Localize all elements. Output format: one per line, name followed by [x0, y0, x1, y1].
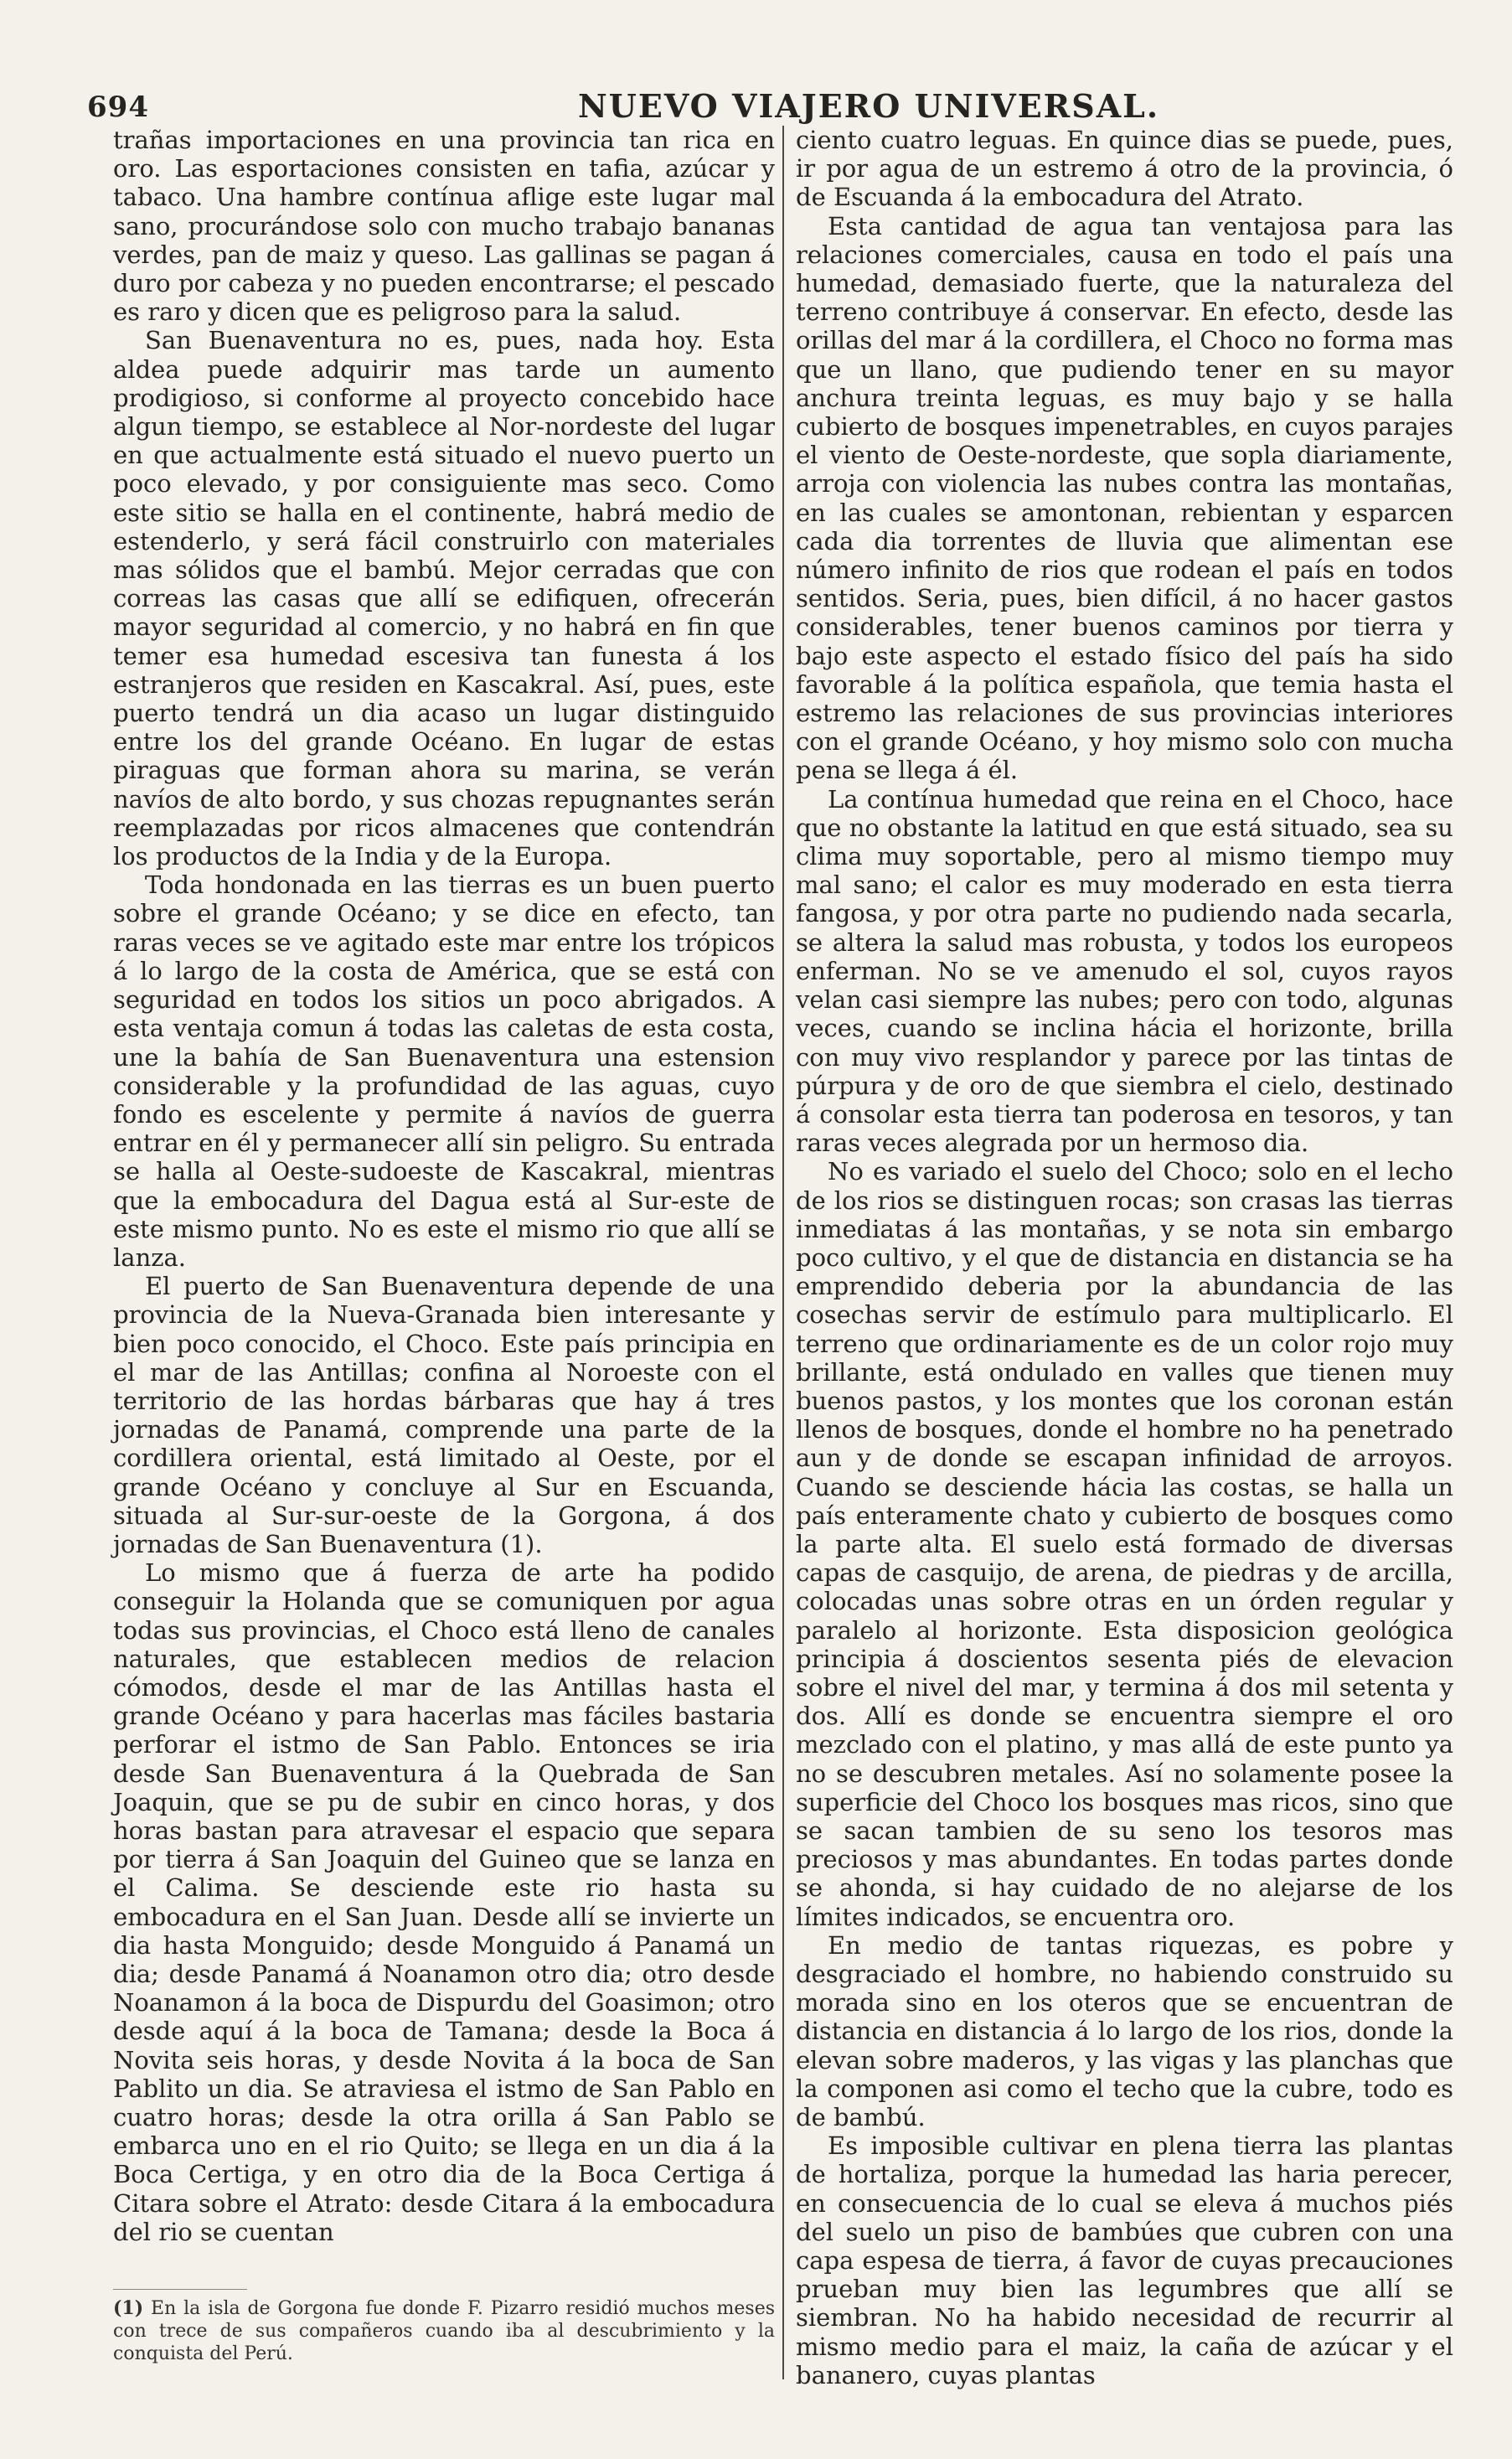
page-header — [0, 80, 1512, 131]
running-title: NUEVO VIAJERO UNIVERSAL. — [578, 87, 1160, 125]
paragraph: San Buenaventura no es, pues, nada hoy. Esta aldea puede adquirir mas tarde un aumento prodigioso, si conforme al proyecto concebido hace algun tiempo, se establece al Nor-nordeste del lugar en que actualmente está situado el nuevo puerto un poco elevado, y por consiguiente mas seco. Como este sitio se halla en el continente, habrá medio de estenderlo, y será fácil construirlo con materiales mas sólidos que el bambú. Mejor cerradas que con correas las casas que allí se edifiquen, ofrecerán mayor seguridad al comercio, y no habrá en fin que temer esa humedad escesiva tan funesta á los estranjeros que residen en Kascakral. Así, pues, este puerto tendrá un dia acaso un lugar distinguido entre los del grande Océano. En lugar de estas piraguas que forman ahora su marina, se verán navíos de alto bordo, y sus chozas repugnantes serán reemplazadas por ricos almacenes que contendrán los productos de la India y de la Europa. — [113, 326, 775, 871]
page-number: 694 — [87, 90, 149, 124]
footnote-marker: (1) — [113, 2297, 144, 2319]
column-divider — [782, 126, 784, 2379]
paragraph: Esta cantidad de agua tan ventajosa para las relaciones comerciales, causa en todo el país una humedad, demasiado fuerte, que la naturaleza del terreno contribuye á conservar. En efecto, desde las orillas del mar á la cordillera, el Choco no forma mas que un llano, que pudiendo tener en su mayor anchura treinta leguas, es muy bajo y se halla cubierto de bosques impenetrables, en cuyos parajes el viento de Oeste-nordeste, que sopla diariamente, arroja con violencia las nubes contra las montañas, en las cuales se amontonan, rebientan y esparcen cada dia torrentes de lluvia que alimentan ese número infinito de rios que rodean el país en todos sentidos. Seria, pues, bien difícil, á no hacer gastos considerables, tener buenos caminos por tierra y bajo este aspecto el estado físico del país ha sido favorable á la política española, que temia hasta el estremo las relaciones de sus provincias interiores con el grande Océano, y hoy mismo solo con mucha pena se llega á él. — [796, 211, 1453, 785]
paragraph: No es variado el suelo del Choco; solo en el lecho de los rios se distinguen rocas; son crasas las tierras inmediatas á las montañas, y se nota sin embargo poco cultivo, y el que de distancia en distancia se ha emprendido deberia por la abundancia de las cosechas servir de estímulo para multiplicarlo. El terreno que ordinariamente es de un color rojo muy brillante, está ondulado en valles que tienen muy buenos pastos, y los montes que los coronan están llenos de bosques, donde el hombre no ha penetrado aun y de donde se escapan infinidad de arroyos. Cuando se desciende hácia las costas, se halla un país enteramente chato y cubierto de bosques como la parte alta. El suelo está formado de diversas capas de casquijo, de arena, de piedras y de arcilla, colocadas unas sobre otras en un órden regular y paralelo al horizonte. Esta disposicion geológica principia á doscientos sesenta piés de elevacion sobre el nivel del mar, y termina á dos mil setenta y dos. Allí es donde se encuentra siempre el oro mezclado con el platino, y mas allá de este punto ya no se descubren metales. Así no solamente posee la superficie del Choco los bosques mas ricos, sino que se sacan tambien de su seno los tesoros mas preciosos y mas abundantes. En todas partes donde se ahonda, si hay cuidado de no alejarse de los límites indicados, se encuentra oro. — [796, 1157, 1453, 1931]
footnote-rule — [113, 2289, 247, 2290]
footnote-text: En la isla de Gorgona fue donde F. Pizarro residió muchos meses con trece de sus compañeros cuando iba al descubrimiento y la conquista del Perú. — [113, 2298, 775, 2364]
left-column — [113, 126, 775, 2246]
paragraph: Toda hondonada en las tierras es un buen puerto sobre el grande Océano; y se dice en efecto, tan raras veces se ve agitado este mar entre los trópicos á lo largo de la costa de América, que se está con seguridad en todos los sitios un poco abrigados. A esta ventaja comun á todas las caletas de esta costa, une la bahía de San Buenaventura una estension considerable y la profundidad de las aguas, cuyo fondo es escelente y permite á navíos de guerra entrar en él y permanecer allí sin peligro. Su entrada se halla al Oeste-sudoeste de Kascakral, mientras que la embocadura del Dagua está al Sur-este de este mismo punto. No es este el mismo rio que allí se lanza. — [113, 870, 775, 1272]
paragraph: trañas importaciones en una provincia tan rica en oro. Las esportaciones consisten en tafia, azúcar y tabaco. Una hambre contínua aflige este lugar mal sano, procurándose solo con mucho trabajo bananas verdes, pan de maiz y queso. Las gallinas se pagan á duro por cabeza y no pueden encontrarse; el pescado es raro y dicen que es peligroso para la salud. — [113, 126, 775, 327]
right-column — [796, 126, 1453, 2389]
paragraph: Lo mismo que á fuerza de arte ha podido conseguir la Holanda que se comuniquen por agua todas sus provincias, el Choco está lleno de canales naturales, que establecen medios de relacion cómodos, desde el mar de las Antillas hasta el grande Océano y para hacerlas mas fáciles bastaria perforar el istmo de San Pablo. Entonces se iria desde San Buenaventura á la Quebrada de San Joaquin, que se pu de subir en cinco horas, y dos horas bastan para atravesar el espacio que separa por tierra á San Joaquin del Guineo que se lanza en el Calima. Se desciende este rio hasta su embocadura en el San Juan. Desde allí se invierte un dia hasta Monguido; desde Monguido á Panamá un dia; desde Panamá á Noanamon otro dia; otro desde Noanamon á la boca de Dispurdu del Goasimon; otro desde aquí á la boca de Tamana; desde la Boca á Novita seis horas, y desde Novita á la boca de San Pablito un dia. Se atraviesa el istmo de San Pablo en cuatro horas; desde la otra orilla á San Pablo se embarca uno en el rio Quito; se llega en un dia á la Boca Certiga, y en otro dia de la Boca Certiga á Citara sobre el Atrato: desde Citara á la embocadura del rio se cuentan — [113, 1558, 775, 2246]
paragraph: ciento cuatro leguas. En quince dias se puede, pues, ir por agua de un estremo á otro de la provincia, ó de Escuanda á la embocadura del Atrato. — [796, 126, 1453, 212]
footnote — [113, 2297, 775, 2365]
paragraph: El puerto de San Buenaventura depende de una provincia de la Nueva-Granada bien interesante y bien poco conocido, el Choco. Este país principia en el mar de las Antillas; confina al Noroeste con el territorio de las hordas bárbaras que hay á tres jornadas de Panamá, comprende una parte de la cordillera oriental, está limitado al Oeste, por el grande Océano y concluye al Sur en Escuanda, situada al Sur-sur-oeste de la Gorgona, á dos jornadas de San Buenaventura (1). — [113, 1272, 775, 1558]
paragraph: La contínua humedad que reina en el Choco, hace que no obstante la latitud en que está situado, sea su clima muy soportable, pero al mismo tiempo muy mal sano; el calor es muy moderado en esta tierra fangosa, y por otra parte no pudiendo nada secarla, se altera la salud mas robusta, y todos los europeos enferman. No se ve amenudo el sol, cuyos rayos velan casi siempre las nubes; pero con todo, algunas veces, cuando se inclina hácia el horizonte, brilla con muy vivo resplandor y parece por las tintas de púrpura y de oro de que siembra el cielo, destinado á consolar esta tierra tan poderosa en tesoros, y tan raras veces alegrada por un hermoso dia. — [796, 784, 1453, 1158]
paragraph: En medio de tantas riquezas, es pobre y desgraciado el hombre, no habiendo construido su morada sino en los oteros que se encuentran de distancia en distancia á lo largo de los rios, donde la elevan sobre maderos, y las vigas y las planchas que la componen asi como el techo que la cubre, todo es de bambú. — [796, 1930, 1453, 2132]
paragraph: Es imposible cultivar en plena tierra las plantas de hortaliza, porque la humedad las haria perecer, en consecuencia de lo cual se eleva á muchos piés del suelo un piso de bambúes que cubren con una capa espesa de tierra, á favor de cuyas precauciones prueban muy bien las legumbres que allí se siembran. No ha habido necesidad de recurrir al mismo medio para el maiz, la caña de azúcar y el bananero, cuyas plantas — [796, 2131, 1453, 2389]
